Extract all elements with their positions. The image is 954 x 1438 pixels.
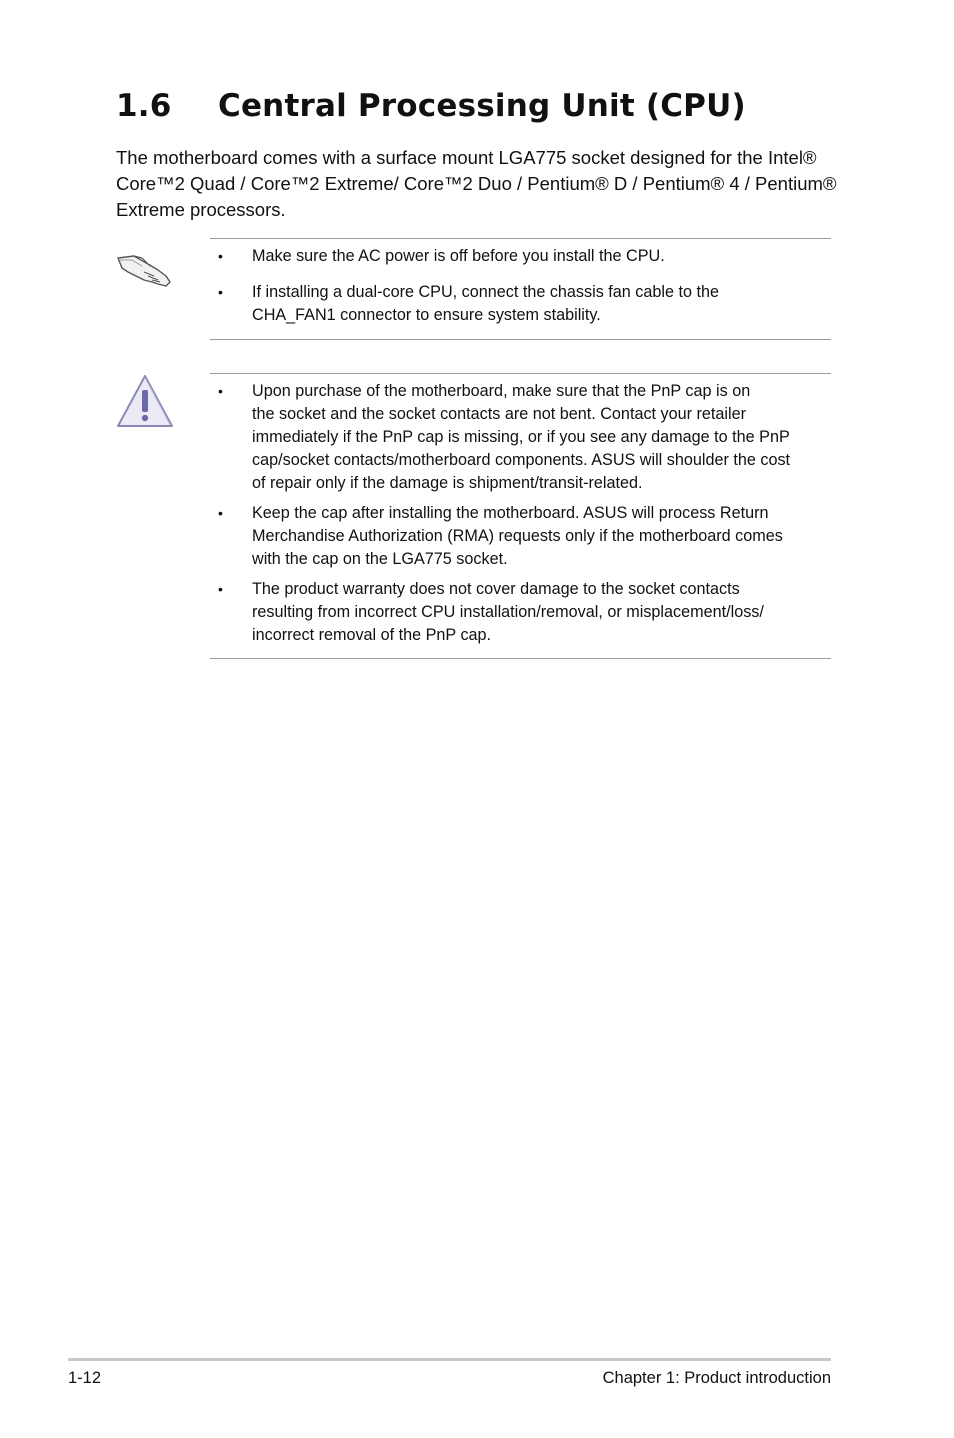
- page-number: 1-12: [68, 1369, 102, 1387]
- caution-list: [210, 374, 831, 647]
- intro-paragraph: The motherboard comes with a surface mount LGA775 socket designed for the Intel® Core™2 Quad / Core™2 Extreme/ Core™2 Duo / Pentium® D / Pentium® 4 / Pentium® Extreme processors.: [116, 147, 837, 220]
- caution-item: [210, 502, 831, 571]
- caution-item-line: Merchandise Authorization (RMA) requests only if the motherboard comes: [252, 527, 783, 545]
- caution-item-line: with the cap on the LGA775 socket.: [252, 550, 508, 568]
- note-list: [210, 239, 831, 327]
- caution-item-line: cap/socket contacts/motherboard components. ASUS will shoulder the cost: [252, 451, 791, 469]
- caution-box: [210, 373, 831, 659]
- note-box: [210, 238, 831, 340]
- bullet-marker: •: [218, 383, 223, 399]
- note-item: [210, 281, 831, 327]
- caution-item-line: resulting from incorrect CPU installation/removal, or misplacement/loss/: [252, 603, 764, 621]
- section-title: Central Processing Unit (CPU): [218, 88, 746, 124]
- caution-item: [210, 380, 831, 495]
- hand-pointing-icon: [114, 246, 174, 290]
- bullet-marker: •: [218, 581, 223, 597]
- caution-item-line: of repair only if the damage is shipment/transit-related.: [252, 474, 643, 492]
- caution-item: [210, 578, 831, 647]
- bullet-marker: •: [218, 248, 223, 264]
- note-item-line: Make sure the AC power is off before you install the CPU.: [252, 247, 665, 265]
- chapter-title: Chapter 1: Product introduction: [602, 1369, 831, 1387]
- caution-item-line: Upon purchase of the motherboard, make sure that the PnP cap is on: [252, 382, 751, 400]
- section-number: 1.6: [116, 88, 172, 124]
- bullet-marker: •: [218, 505, 223, 521]
- caution-item-line: immediately if the PnP cap is missing, or if you see any damage to the PnP: [252, 428, 790, 446]
- note-item: [210, 245, 831, 268]
- note-item-line: If installing a dual-core CPU, connect the chassis fan cable to the: [252, 283, 719, 301]
- caution-item-line: incorrect removal of the PnP cap.: [252, 626, 492, 644]
- caution-item-line: the socket and the socket contacts are not bent. Contact your retailer: [252, 405, 746, 423]
- footer-divider: [68, 1358, 831, 1361]
- caution-item-line: Keep the cap after installing the motherboard. ASUS will process Return: [252, 504, 769, 522]
- bullet-marker: •: [218, 284, 223, 300]
- caution-item-line: The product warranty does not cover damage to the socket contacts: [252, 580, 740, 598]
- warning-triangle-icon: [114, 372, 176, 430]
- section-heading: [116, 88, 746, 124]
- note-item-line: CHA_FAN1 connector to ensure system stability.: [252, 306, 601, 324]
